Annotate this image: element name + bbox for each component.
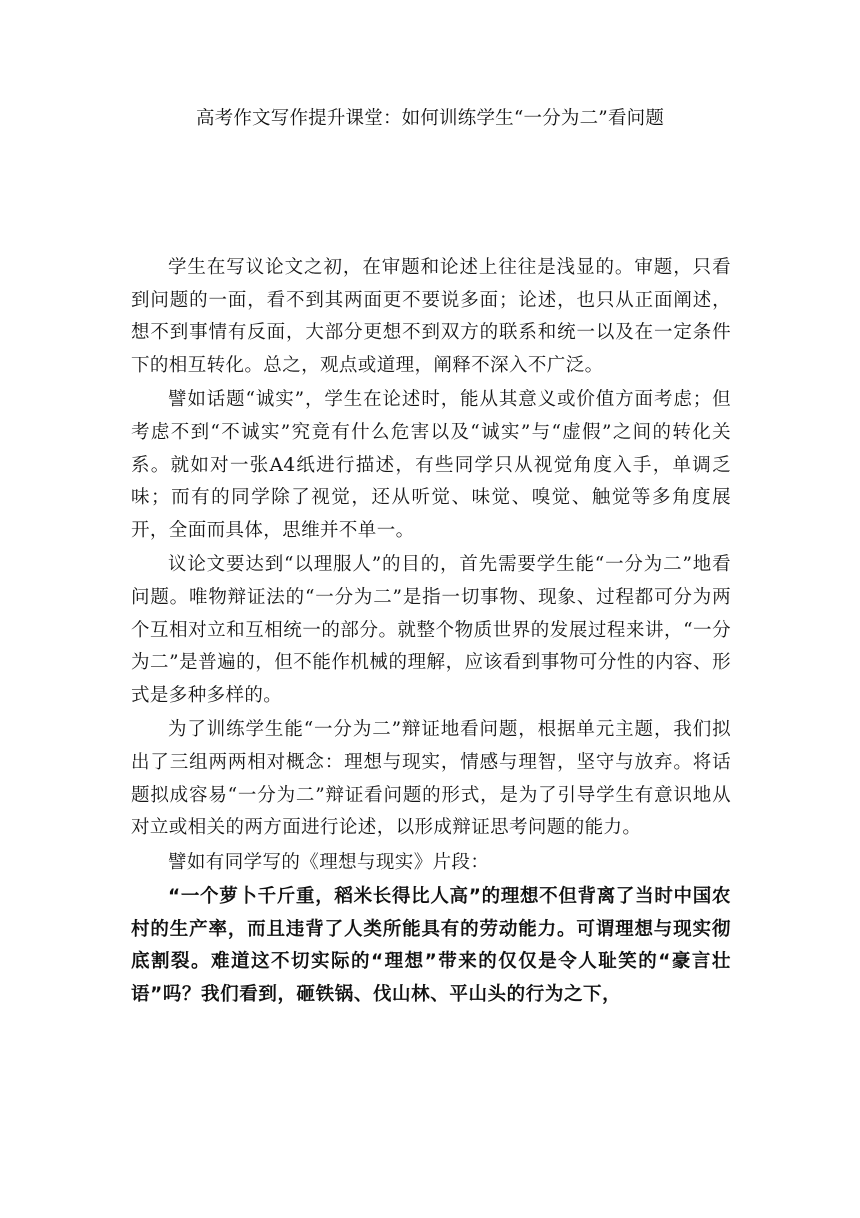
paragraph-dialectic: 议论文要达到“以理服人”的目的，首先需要学生能“一分为二”地看问题。唯物辩证法的“一分为二”是指一切事物、现象、过程都可分为两个互相对立和互相统一的部分。就整个物质世界的发展过程来讲，“一分为二”是普遍的，但不能作机械的理解，应该看到事物可分性的内容、形式是多种多样的。 xyxy=(131,554,731,706)
document-body xyxy=(131,252,731,1014)
paragraph-training: 为了训练学生能“一分为二”辩证地看问题，根据单元主题，我们拟出了三组两两相对概念：理想与现实，情感与理智，坚守与放弃。将话题拟成容易“一分为二”辩证看问题的形式，是为了引导学生有意识地从对立或相关的两方面进行论述，以形成辩证思考问题的能力。 xyxy=(131,719,731,839)
paragraph-example-intro: 譬如有同学写的《理想与现实》片段： xyxy=(168,851,490,873)
paragraph-student-excerpt: “一个萝卜千斤重，稻米长得比人高”的理想不但背离了当时中国农村的生产率，而且违背了人类所能具有的劳动能力。可谓理想与现实彻底割裂。难道这不切实际的“理想”带来的仅仅是令人耻笑的“豪言壮语”吗？我们看到，砸铁锅、伐山林、平山头的行为之下， xyxy=(131,886,731,1006)
paragraph-example-honesty: 譬如话题“诚实”，学生在论述时，能从其意义或价值方面考虑；但考虑不到“不诚实”究竟有什么危害以及“诚实”与“虚假”之间的转化关系。就如对一张A4纸进行描述，有些同学只从视觉角度入手，单调乏味；而有的同学除了视觉，还从听觉、味觉、嗅觉、触觉等多角度展开，全面而具体，思维并不单一。 xyxy=(131,389,731,541)
document-title: 高考作文写作提升课堂：如何训练学生“一分为二”看问题 xyxy=(195,108,665,129)
paragraph-intro: 学生在写议论文之初，在审题和论述上往往是浅显的。审题，只看到问题的一面，看不到其两面更不要说多面；论述，也只从正面阐述，想不到事情有反面，大部分更想不到双方的联系和统一以及在一定条件下的相互转化。总之，观点或道理，阐释不深入不广泛。 xyxy=(131,257,731,376)
